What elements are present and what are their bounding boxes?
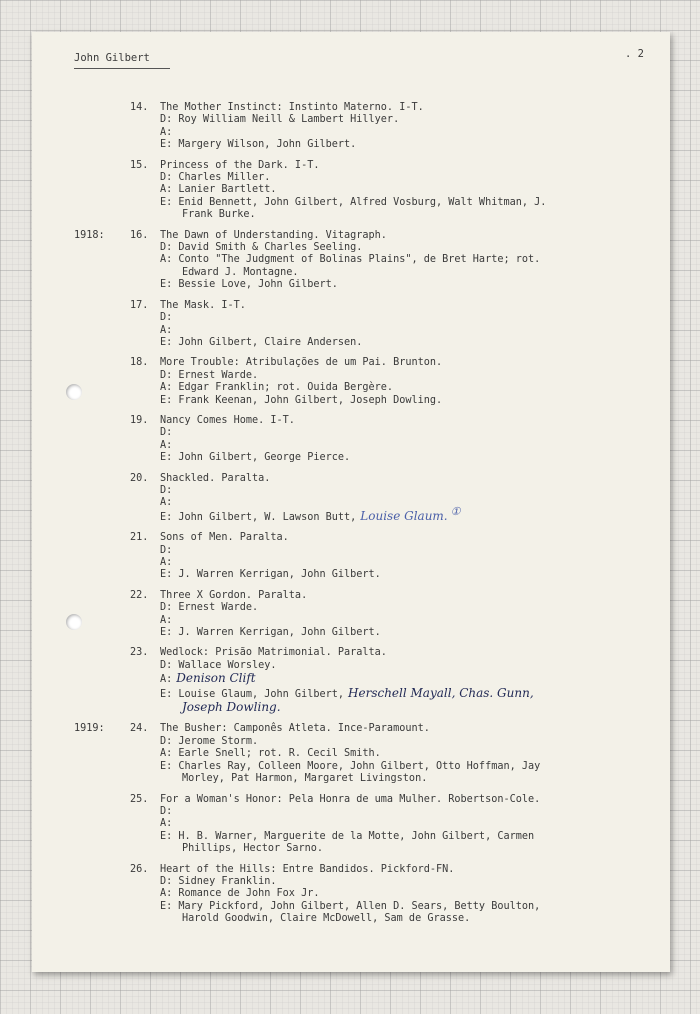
entry-number: 15. <box>130 159 149 171</box>
credit-text: Edward J. Montagne. <box>182 266 299 278</box>
entry-credit-line <box>160 818 670 830</box>
entry-credit-line <box>160 504 670 524</box>
entry-number: 26. <box>130 863 149 875</box>
entry-title: Princess of the Dark. I-T. <box>160 159 320 171</box>
filmography-list <box>32 102 670 934</box>
handwritten-annotation: Herschell Mayall, Chas. Gunn, <box>348 685 534 700</box>
entry-credit-line <box>160 279 670 291</box>
entry-year: 1918: <box>74 229 105 241</box>
film-entry <box>32 647 670 715</box>
film-entry <box>32 300 670 350</box>
document-sheet <box>32 32 670 972</box>
entry-credit-line <box>160 831 670 843</box>
credit-text: A: Lanier Bartlett. <box>160 184 277 196</box>
credit-text: Phillips, Hector Sarno. <box>182 843 324 855</box>
entry-credit-line <box>160 395 670 407</box>
entry-title: The Mask. I-T. <box>160 299 246 311</box>
entry-credit-line <box>160 843 670 855</box>
credit-text: D: <box>160 484 173 496</box>
entry-credit-line <box>160 184 670 196</box>
film-entry <box>32 723 670 785</box>
credit-text: D: Charles Miller. <box>160 172 271 184</box>
credit-text: D: <box>160 805 173 817</box>
entry-credit-line <box>160 602 670 614</box>
entry-credit-line <box>160 569 670 581</box>
credit-text: A: <box>160 614 173 626</box>
entry-credit-line <box>160 806 670 818</box>
page-number: . 2 <box>625 48 644 60</box>
credit-text: A: Conto "The Judgment of Bolinas Plains", de Bret Harte; rot. <box>160 254 541 266</box>
entry-credit-line <box>160 736 670 748</box>
entry-title: The Dawn of Understanding. Vitagraph. <box>160 229 387 241</box>
credit-text: E: Charles Ray, Colleen Moore, John Gilbert, Otto Hoffman, Jay <box>160 760 541 772</box>
entry-number: 16. <box>130 229 149 241</box>
entry-credit-line <box>160 888 670 900</box>
entry-credit-line <box>160 209 670 221</box>
film-entry <box>32 473 670 525</box>
entry-credit-line <box>160 127 670 139</box>
entry-credit-line <box>160 114 670 126</box>
credit-text: D: <box>160 312 173 324</box>
entry-credit-line <box>160 427 670 439</box>
entry-number: 25. <box>130 793 149 805</box>
credit-text: D: Wallace Worsley. <box>160 659 277 671</box>
entry-title: Three X Gordon. Paralta. <box>160 589 308 601</box>
credit-text: E: J. Warren Kerrigan, John Gilbert. <box>160 569 381 581</box>
handwritten-note-marker: ① <box>450 504 461 518</box>
entry-title: Heart of the Hills: Entre Bandidos. Pickford-FN. <box>160 863 455 875</box>
credit-text: A: <box>160 324 173 336</box>
credit-text: Harold Goodwin, Claire McDowell, Sam de Grasse. <box>182 913 471 925</box>
entry-credit-line <box>160 254 670 266</box>
credit-text: A: <box>160 557 173 568</box>
film-entry <box>32 794 670 856</box>
entry-credit-line <box>160 452 670 464</box>
credit-text: D: Ernest Warde. <box>160 369 259 381</box>
credit-text: Morley, Pat Harmon, Margaret Livingston. <box>182 773 428 785</box>
entry-title: Wedlock: Prisão Matrimonial. Paralta. <box>160 647 387 659</box>
credit-text: D: <box>160 544 173 556</box>
film-entry <box>32 160 670 222</box>
film-entry <box>32 415 670 465</box>
credit-text: D: Roy William Neill & Lambert Hillyer. <box>160 114 400 126</box>
entry-number: 19. <box>130 414 149 426</box>
entry-credit-line <box>160 876 670 888</box>
entry-credit-line <box>160 672 670 686</box>
entry-title: More Trouble: Atribulações de um Pai. Brunton. <box>160 357 443 369</box>
entry-number: 17. <box>130 299 149 311</box>
credit-text: E: John Gilbert, George Pierce. <box>160 452 351 464</box>
film-entry <box>32 864 670 926</box>
header-name: John Gilbert <box>74 52 170 69</box>
credit-text: A: <box>160 674 173 686</box>
credit-text: E: H. B. Warner, Marguerite de la Motte, John Gilbert, Carmen <box>160 830 535 842</box>
entry-number: 14. <box>130 102 149 113</box>
entry-title: Sons of Men. Paralta. <box>160 532 289 544</box>
credit-text: A: Edgar Franklin; rot. Ouida Bergère. <box>160 382 394 394</box>
credit-text: D: Ernest Warde. <box>160 602 259 614</box>
film-entry <box>32 590 670 640</box>
entry-number: 20. <box>130 472 149 484</box>
entry-credit-line <box>160 267 670 279</box>
credit-text: A: Romance de John Fox Jr. <box>160 888 320 900</box>
credit-text: E: John Gilbert, Claire Andersen. <box>160 336 363 348</box>
entry-credit-line <box>160 382 670 394</box>
entry-credit-line <box>160 440 670 452</box>
entry-credit-line <box>160 197 670 209</box>
entry-credit-line <box>160 901 670 913</box>
entry-credit-line <box>160 913 670 925</box>
entry-credit-line <box>160 325 670 337</box>
entry-credit-line <box>160 557 670 569</box>
entry-credit-line <box>160 701 670 715</box>
entry-number: 22. <box>130 589 149 601</box>
credit-text: E: Mary Pickford, John Gilbert, Allen D. Sears, Betty Boulton, <box>160 900 541 912</box>
entry-title: For a Woman's Honor: Pela Honra de uma Mulher. Robertson-Cole. <box>160 793 541 805</box>
credit-text: E: Louise Glaum, John Gilbert, <box>160 688 345 700</box>
handwritten-annotation: Louise Glaum. <box>360 508 448 523</box>
entry-title: The Busher: Camponês Atleta. Ince-Paramount. <box>160 723 430 735</box>
entry-credit-line <box>160 312 670 324</box>
entry-year: 1919: <box>74 723 105 735</box>
entry-credit-line <box>160 773 670 785</box>
entry-credit-line <box>160 485 670 497</box>
film-entry <box>32 230 670 292</box>
entry-credit-line <box>160 627 670 639</box>
entry-credit-line <box>160 761 670 773</box>
credit-text: E: Margery Wilson, John Gilbert. <box>160 139 357 151</box>
credit-text: A: <box>160 126 173 138</box>
credit-text: A: <box>160 818 173 830</box>
film-entry <box>32 357 670 407</box>
credit-text: A: Earle Snell; rot. R. Cecil Smith. <box>160 748 381 760</box>
entry-credit-line <box>160 545 670 557</box>
entry-credit-line <box>160 242 670 254</box>
credit-text: E: John Gilbert, W. Lawson Butt, <box>160 511 357 523</box>
entry-credit-line <box>160 615 670 627</box>
handwritten-annotation: Joseph Dowling. <box>182 700 281 715</box>
credit-text: A: <box>160 497 173 509</box>
entry-credit-line <box>160 748 670 760</box>
entry-credit-line <box>160 497 670 509</box>
handwritten-annotation: Denison Clift <box>176 671 256 686</box>
entry-number: 18. <box>130 357 149 369</box>
credit-text: E: Enid Bennett, John Gilbert, Alfred Vosburg, Walt Whitman, J. <box>160 196 547 208</box>
credit-text: A: <box>160 439 173 451</box>
film-entry <box>32 102 670 152</box>
entry-credit-line <box>160 172 670 184</box>
film-entry <box>32 532 670 582</box>
entry-credit-line <box>160 370 670 382</box>
entry-credit-line <box>160 337 670 349</box>
credit-text: E: Bessie Love, John Gilbert. <box>160 279 338 291</box>
entry-number: 23. <box>130 647 149 659</box>
credit-text: D: <box>160 427 173 439</box>
entry-number: 21. <box>130 532 149 544</box>
entry-title: The Mother Instinct: Instinto Materno. I-T. <box>160 102 424 113</box>
credit-text: D: David Smith & Charles Seeling. <box>160 242 363 254</box>
entry-credit-line <box>160 687 670 701</box>
credit-text: E: Frank Keenan, John Gilbert, Joseph Dowling. <box>160 394 443 406</box>
credit-text: D: Jerome Storm. <box>160 735 259 747</box>
entry-number: 24. <box>130 723 149 735</box>
entry-credit-line <box>160 139 670 151</box>
credit-text: Frank Burke. <box>182 209 256 221</box>
credit-text: E: J. Warren Kerrigan, John Gilbert. <box>160 627 381 639</box>
entry-title: Shackled. Paralta. <box>160 472 271 484</box>
entry-title: Nancy Comes Home. I-T. <box>160 414 295 426</box>
credit-text: D: Sidney Franklin. <box>160 875 277 887</box>
